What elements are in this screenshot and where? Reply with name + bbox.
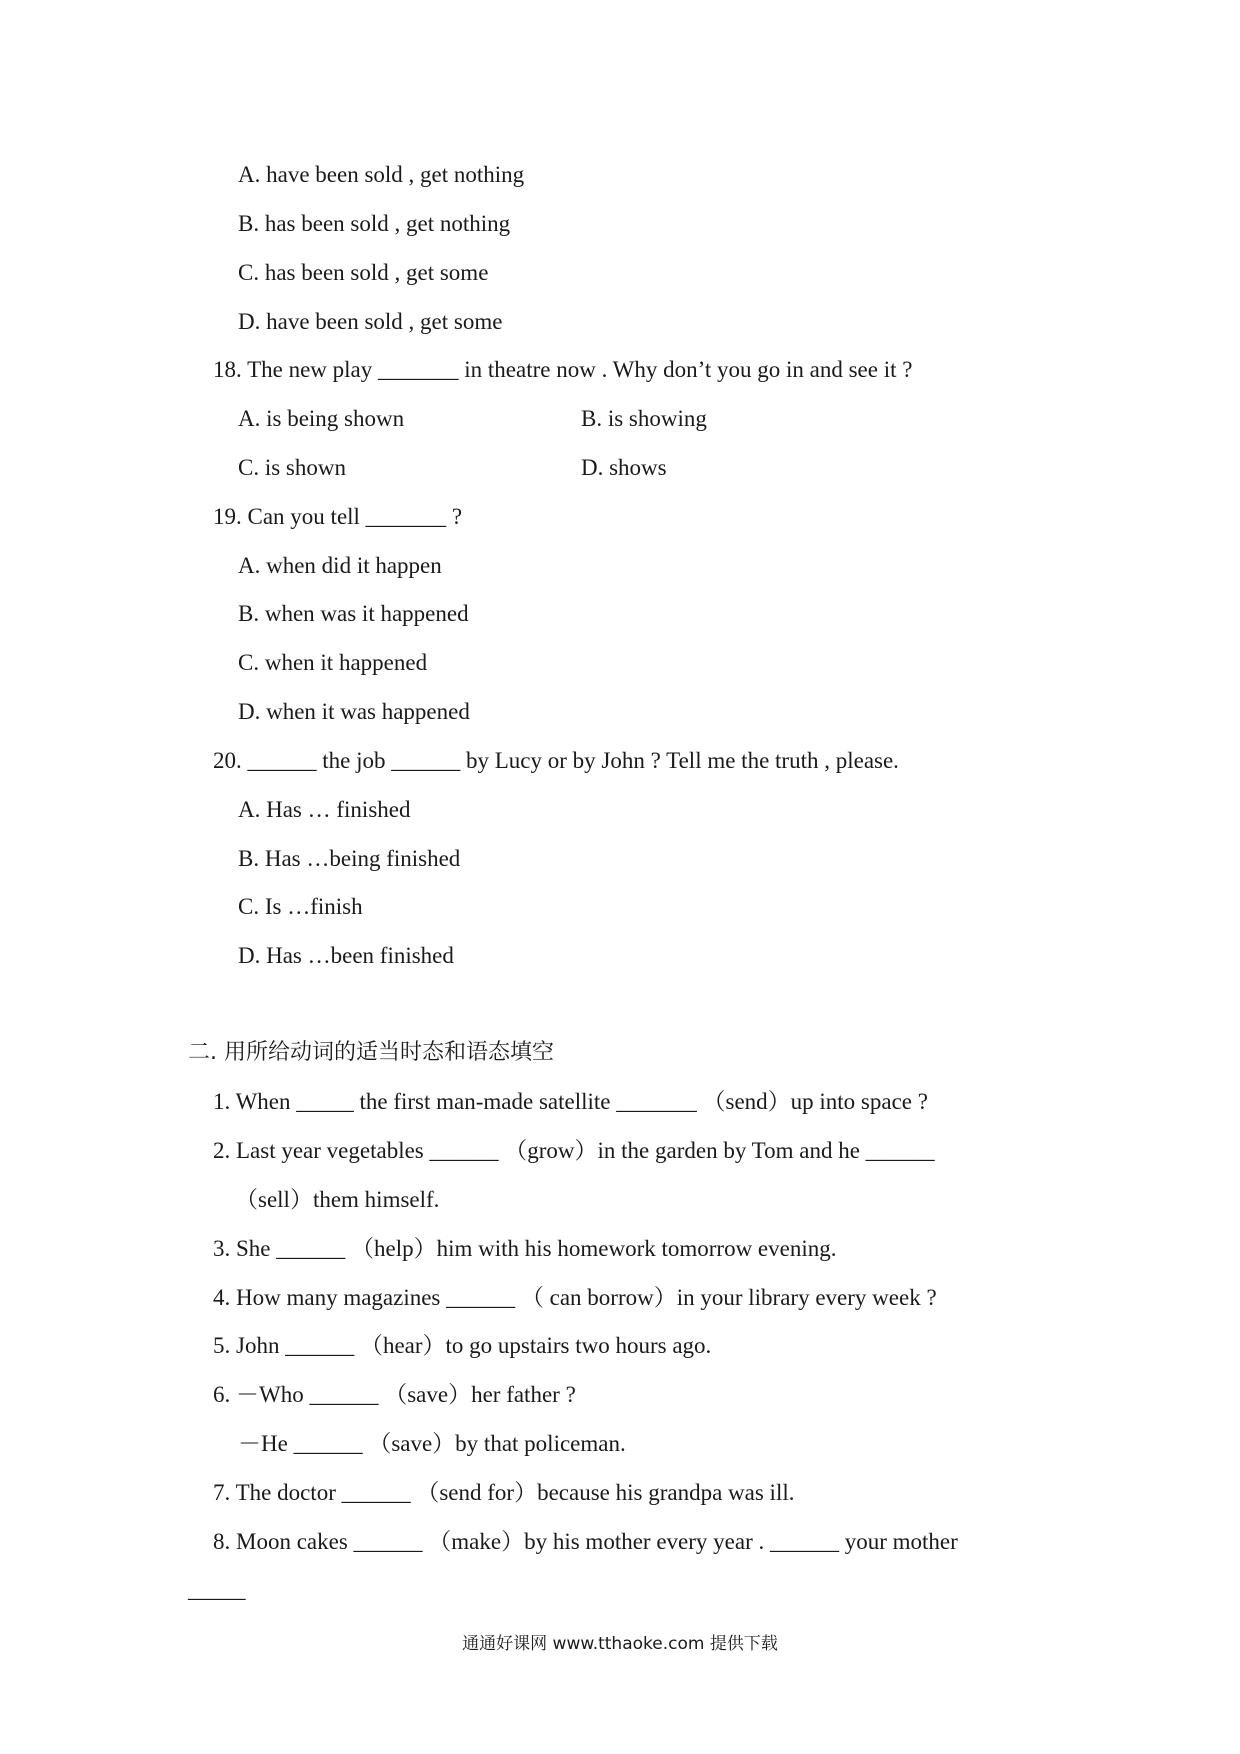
q17-option-c: C. has been sold , get some xyxy=(238,260,489,285)
q18-option-b: B. is showing xyxy=(581,406,707,431)
q18-option-c: C. is shown xyxy=(238,455,346,480)
q17-option-b: B. has been sold , get nothing xyxy=(238,211,511,236)
q19-option-a: A. when did it happen xyxy=(238,553,442,578)
fill-item-8: 8. Moon cakes ______ （make）by his mother every year . ______ your mother xyxy=(213,1529,958,1554)
page-footer: 通通好课网 www.tthaoke.com 提供下载 xyxy=(462,1634,778,1654)
q20-option-d: D. Has …been finished xyxy=(238,943,454,968)
fill-item-7: 7. The doctor ______ （send for）because his grandpa was ill. xyxy=(213,1480,795,1505)
fill-item-8-continued: _____ xyxy=(188,1577,246,1602)
fill-item-3: 3. She ______ （help）him with his homework tomorrow evening. xyxy=(213,1236,837,1261)
q20-option-a: A. Has … finished xyxy=(238,797,411,822)
q19-stem: 19. Can you tell _______ ? xyxy=(213,504,463,529)
fill-item-6-reply: －He ______ （save）by that policeman. xyxy=(238,1431,626,1456)
q19-option-c: C. when it happened xyxy=(238,650,428,675)
q18-stem: 18. The new play _______ in theatre now . Why don’t you go in and see it ? xyxy=(213,357,913,382)
q19-option-b: B. when was it happened xyxy=(238,601,469,626)
q18-option-d: D. shows xyxy=(581,455,667,480)
q18-option-a: A. is being shown xyxy=(238,406,405,431)
fill-item-2-continued: （sell）them himself. xyxy=(235,1187,440,1212)
fill-item-5: 5. John ______ （hear）to go upstairs two hours ago. xyxy=(213,1333,712,1358)
fill-item-4: 4. How many magazines ______ （ can borrow）in your library every week ? xyxy=(213,1285,937,1310)
q20-option-c: C. Is …finish xyxy=(238,894,363,919)
q17-option-d: D. have been sold , get some xyxy=(238,309,503,334)
q17-option-a: A. have been sold , get nothing xyxy=(238,162,525,187)
fill-item-1: 1. When _____ the first man-made satellite _______ （send）up into space ? xyxy=(213,1089,928,1114)
q20-stem: 20. ______ the job ______ by Lucy or by John ? Tell me the truth , please. xyxy=(213,748,899,773)
q20-option-b: B. Has …being finished xyxy=(238,846,461,871)
fill-item-2: 2. Last year vegetables ______ （grow）in the garden by Tom and he ______ xyxy=(213,1138,935,1163)
section-heading: 二. 用所给动词的适当时态和语态填空 xyxy=(188,1040,554,1065)
fill-item-6: 6. －Who ______ （save）her father ? xyxy=(213,1382,576,1407)
q19-option-d: D. when it was happened xyxy=(238,699,470,724)
